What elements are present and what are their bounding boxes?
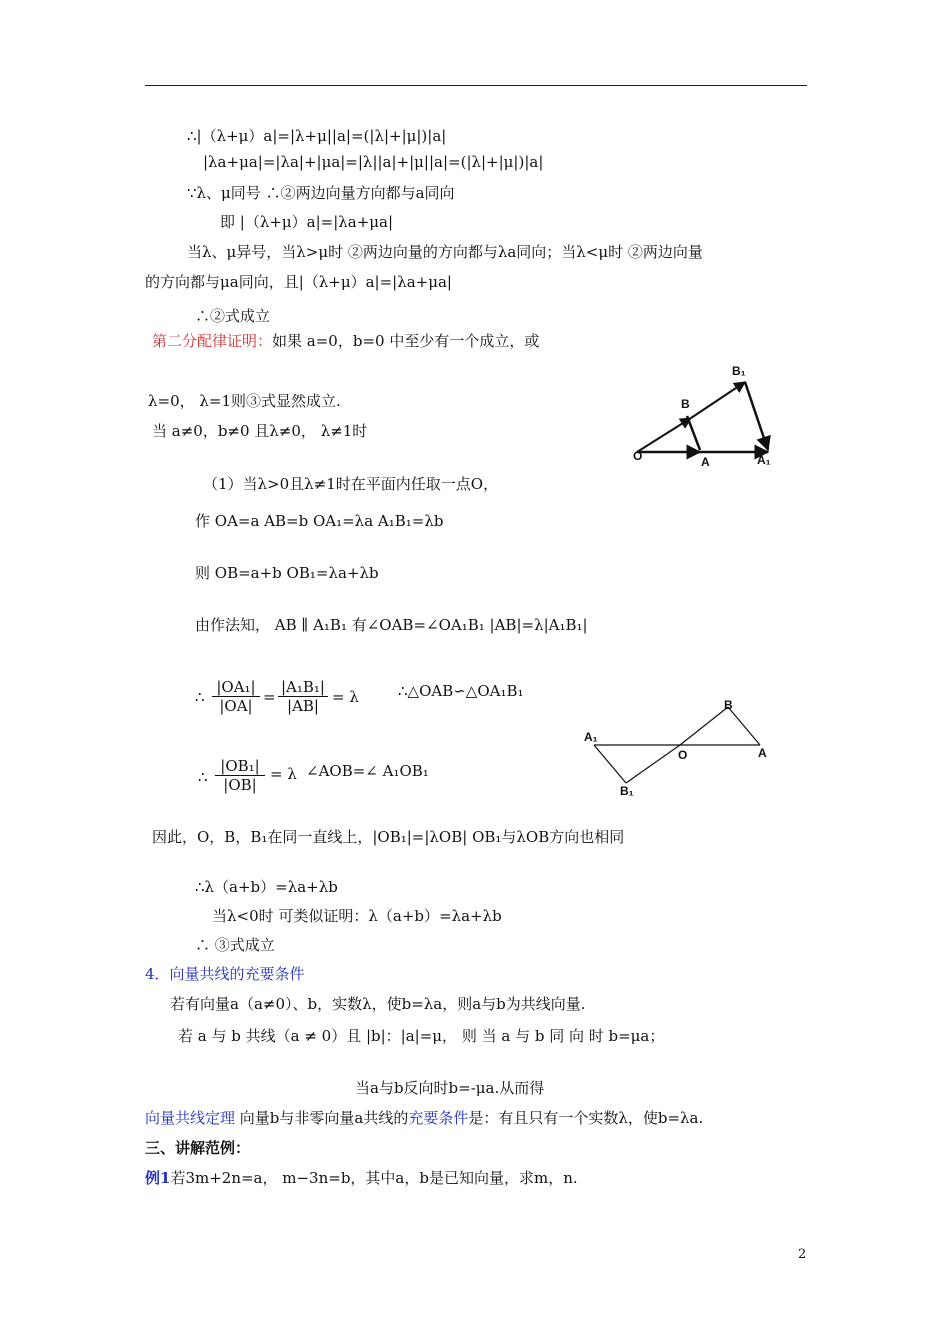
collinear-same-direction: 若 a 与 b 共线（a ≠ 0）且 |b|：|a|=μ， 则 当 a 与 b 同 向 时 b=μa； <box>178 1027 665 1045</box>
angle-equality: ∠AOB=∠ A₁OB₁ <box>306 762 429 780</box>
collinear-theorem-title: 向量共线定理 <box>145 1109 236 1127</box>
examples-heading: 三、讲解范例： <box>145 1139 251 1157</box>
vector-bb1 <box>691 382 745 418</box>
necessary-sufficient-term: 充要条件 <box>408 1109 469 1127</box>
label-b1: B₁ <box>732 364 746 378</box>
ratio-ab <box>278 678 328 715</box>
proof-line-18: ∴λ（a+b）=λa+λb <box>195 878 338 896</box>
collinear-theorem <box>145 1107 703 1128</box>
label-b: B <box>724 698 733 712</box>
vector-ob <box>637 418 691 452</box>
proof-line-3: ∵λ、μ同号 ∴②两边向量方向都与a同向 <box>187 184 455 202</box>
proof-line-14: 由作法知， AB ∥ A₁B₁ 有∠OAB=∠OA₁B₁ |AB|=λ|A₁B₁| <box>195 616 588 634</box>
segment-b1o <box>626 745 680 783</box>
section-collinear-heading: 4．向量共线的充要条件 <box>145 965 305 983</box>
ratio-ab-denominator: |AB| <box>287 697 319 715</box>
ratio-equals: = <box>263 688 276 706</box>
page-number: 2 <box>798 1247 807 1262</box>
ratio-oa-numerator: |OA₁| <box>212 678 260 697</box>
example-1-label: 例1 <box>145 1169 171 1187</box>
proof-line-10: 当 a≠0，b≠0 且λ≠0， λ≠1时 <box>152 422 368 440</box>
label-a: A <box>701 455 710 469</box>
proof-line-9: λ=0， λ=1则③式显然成立. <box>148 392 341 410</box>
collinear-opposite-direction: 当a与b反向时b=-μa.从而得 <box>355 1079 545 1097</box>
label-a1: A₁ <box>584 730 598 744</box>
proof-line-5: 当λ、μ异号，当λ>μ时 ②两边向量的方向都与λa同向；当λ<μ时 ②两边向量 <box>187 243 703 261</box>
ratio2-prefix: ∴ <box>198 768 208 786</box>
second-distributive-line <box>152 330 539 351</box>
proof-line-20: ∴ ③式成立 <box>195 936 275 954</box>
proof-line-4: 即 |（λ+μ）a|=|λa+μa| <box>220 213 394 231</box>
segment-a1b1 <box>745 382 768 450</box>
ratio-oa-denominator: |OA| <box>219 697 253 715</box>
figure-similar-triangles <box>625 360 785 470</box>
ratio-ob-numerator: |OB₁| <box>215 757 265 776</box>
segment-ab <box>687 416 700 450</box>
ratio-ob <box>215 757 265 794</box>
proof-line-17: 因此，O，B，B₁在同一直线上，|OB₁|=|λOB| OB₁与λOB方向也相同 <box>152 828 625 846</box>
label-a1: A₁ <box>757 453 771 467</box>
proof-line-1: ∴|（λ+μ）a|=|λ+μ||a|=(|λ|+|μ|)|a| <box>187 127 447 145</box>
label-a: A <box>758 746 767 760</box>
segment-ob <box>680 707 728 745</box>
proof-line-6: 的方向都与μa同向，且|（λ+μ）a|=|λa+μa| <box>145 273 452 291</box>
label-b: B <box>681 397 690 411</box>
proof-line-7: ∴②式成立 <box>195 307 271 325</box>
proof-line-2: |λa+μa|=|λa|+|μa|=|λ||a|+|μ||a|=(|λ|+|μ|)|a| <box>203 153 544 171</box>
ratio-prefix: ∴ <box>195 688 205 706</box>
label-o: O <box>633 449 643 463</box>
segment-ba <box>728 707 760 745</box>
header-rule <box>145 85 807 86</box>
label-b1: B₁ <box>620 784 634 798</box>
second-distributive-text: 如果 a=0，b=0 中至少有一个成立，或 <box>272 332 540 350</box>
proof-line-19: 当λ<0时 可类似证明：λ（a+b）=λa+λb <box>212 907 502 925</box>
example-1-text: 若3m+2n=a， m−3n=b，其中a，b是已知向量，求m，n. <box>170 1169 578 1187</box>
ratio-ob-denominator: |OB| <box>223 776 257 794</box>
label-o: O <box>678 748 688 762</box>
collinear-theorem-end: 是：有且只有一个实数λ，使b=λa. <box>468 1109 704 1127</box>
proof-line-13: 则 OB=a+b OB₁=λa+λb <box>195 564 379 582</box>
proof-line-12: 作 OA=a AB=b OA₁=λa A₁B₁=λb <box>195 512 444 530</box>
ratio-ab-numerator: |A₁B₁| <box>278 678 328 697</box>
figure-negative-lambda <box>580 695 780 805</box>
proof-line-11: （1）当λ>0且λ≠1时在平面内任取一点O， <box>203 475 499 493</box>
similar-triangles: ∴△OAB∽△OA₁B₁ <box>398 682 524 700</box>
second-distributive-heading: 第二分配律证明： <box>152 332 273 350</box>
example-1 <box>145 1167 578 1188</box>
segment-a1b1 <box>594 745 626 783</box>
ratio-oa <box>212 678 260 715</box>
ratio-ob-lambda: = λ <box>270 765 297 783</box>
ratio-lambda: = λ <box>332 688 359 706</box>
collinear-theorem-text: 向量b与非零向量a共线的 <box>235 1109 409 1127</box>
collinear-definition: 若有向量a（a≠0）、b，实数λ，使b=λa，则a与b为共线向量. <box>170 995 586 1013</box>
